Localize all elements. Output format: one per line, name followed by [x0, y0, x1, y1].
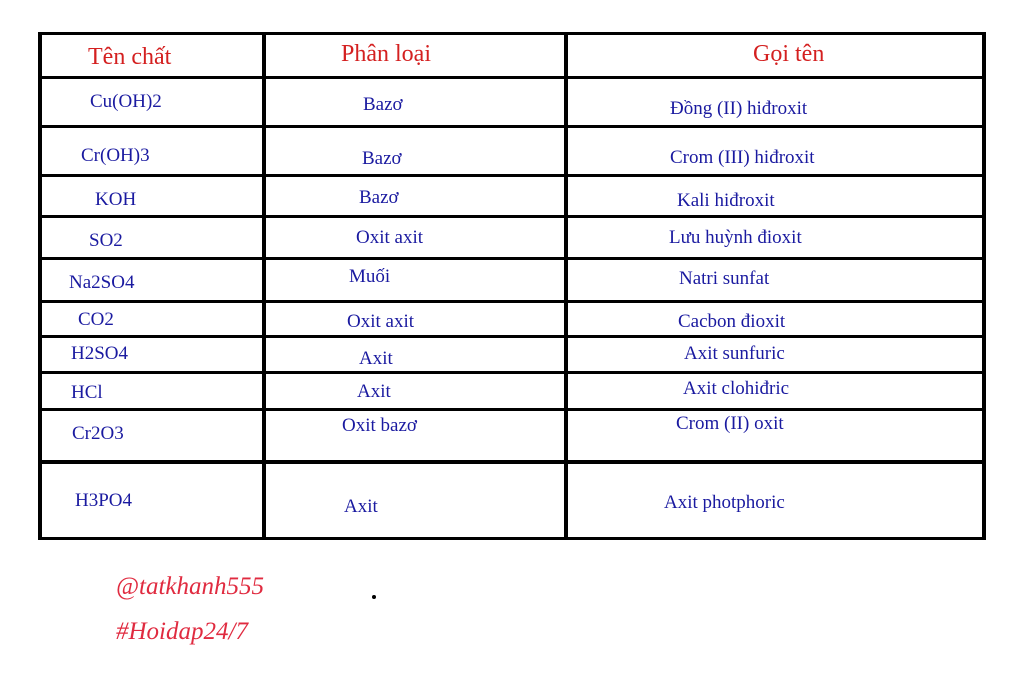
cell-name: Axit sunfuric — [684, 343, 785, 364]
cell-classification: Oxit bazơ — [342, 415, 417, 436]
row-divider — [38, 460, 986, 464]
cell-name: Axit clohiđric — [683, 378, 790, 399]
column-divider — [262, 32, 266, 540]
cell-substance: H3PO4 — [75, 490, 133, 511]
cell-classification: Axit — [359, 348, 393, 369]
table-border-left — [38, 32, 42, 540]
cell-substance: SO2 — [89, 230, 123, 251]
cell-classification: Axit — [357, 381, 391, 402]
header-classification: Phân loại — [341, 41, 431, 67]
cell-substance: CO2 — [78, 309, 114, 330]
row-divider — [38, 125, 986, 128]
cell-substance: H2SO4 — [71, 343, 129, 364]
row-divider — [38, 257, 986, 260]
table-border-bottom — [38, 537, 986, 540]
header-name: Gọi tên — [753, 41, 825, 67]
cell-name: Đồng (II) hiđroxit — [670, 98, 808, 119]
row-divider — [38, 215, 986, 218]
cell-name: Natri sunfat — [679, 268, 770, 289]
table-border-right — [982, 32, 986, 540]
cell-classification: Bazơ — [362, 148, 402, 169]
cell-classification: Bazơ — [363, 94, 403, 115]
table-border-top — [38, 32, 986, 35]
row-divider — [38, 174, 986, 177]
watermark-hashtag: #Hoidap24/7 — [116, 618, 248, 645]
row-divider — [38, 371, 986, 374]
row-divider — [38, 76, 986, 79]
row-divider — [38, 335, 986, 338]
chemistry-table — [38, 32, 986, 540]
row-divider — [38, 300, 986, 303]
cell-name: Crom (II) oxit — [676, 413, 784, 434]
cell-name: Kali hiđroxit — [677, 190, 775, 211]
cell-substance: Cu(OH)2 — [90, 91, 162, 112]
stray-dot — [372, 595, 376, 599]
cell-classification: Oxit axit — [347, 311, 415, 332]
cell-classification: Muối — [349, 266, 391, 287]
cell-substance: HCl — [71, 382, 103, 403]
cell-name: Cacbon đioxit — [678, 311, 786, 332]
header-substance: Tên chất — [88, 44, 172, 70]
cell-name: Crom (III) hiđroxit — [670, 147, 815, 168]
cell-substance: Cr2O3 — [72, 423, 124, 444]
cell-name: Lưu huỳnh đioxit — [669, 227, 802, 248]
cell-classification: Bazơ — [359, 187, 399, 208]
row-divider — [38, 408, 986, 411]
cell-classification: Axit — [344, 496, 378, 517]
cell-classification: Oxit axit — [356, 227, 424, 248]
cell-name: Axit photphoric — [664, 492, 785, 513]
cell-substance: Cr(OH)3 — [81, 145, 150, 166]
cell-substance: Na2SO4 — [69, 272, 135, 293]
watermark-author: @tatkhanh555 — [116, 573, 264, 600]
column-divider — [564, 32, 568, 540]
cell-substance: KOH — [95, 189, 137, 210]
